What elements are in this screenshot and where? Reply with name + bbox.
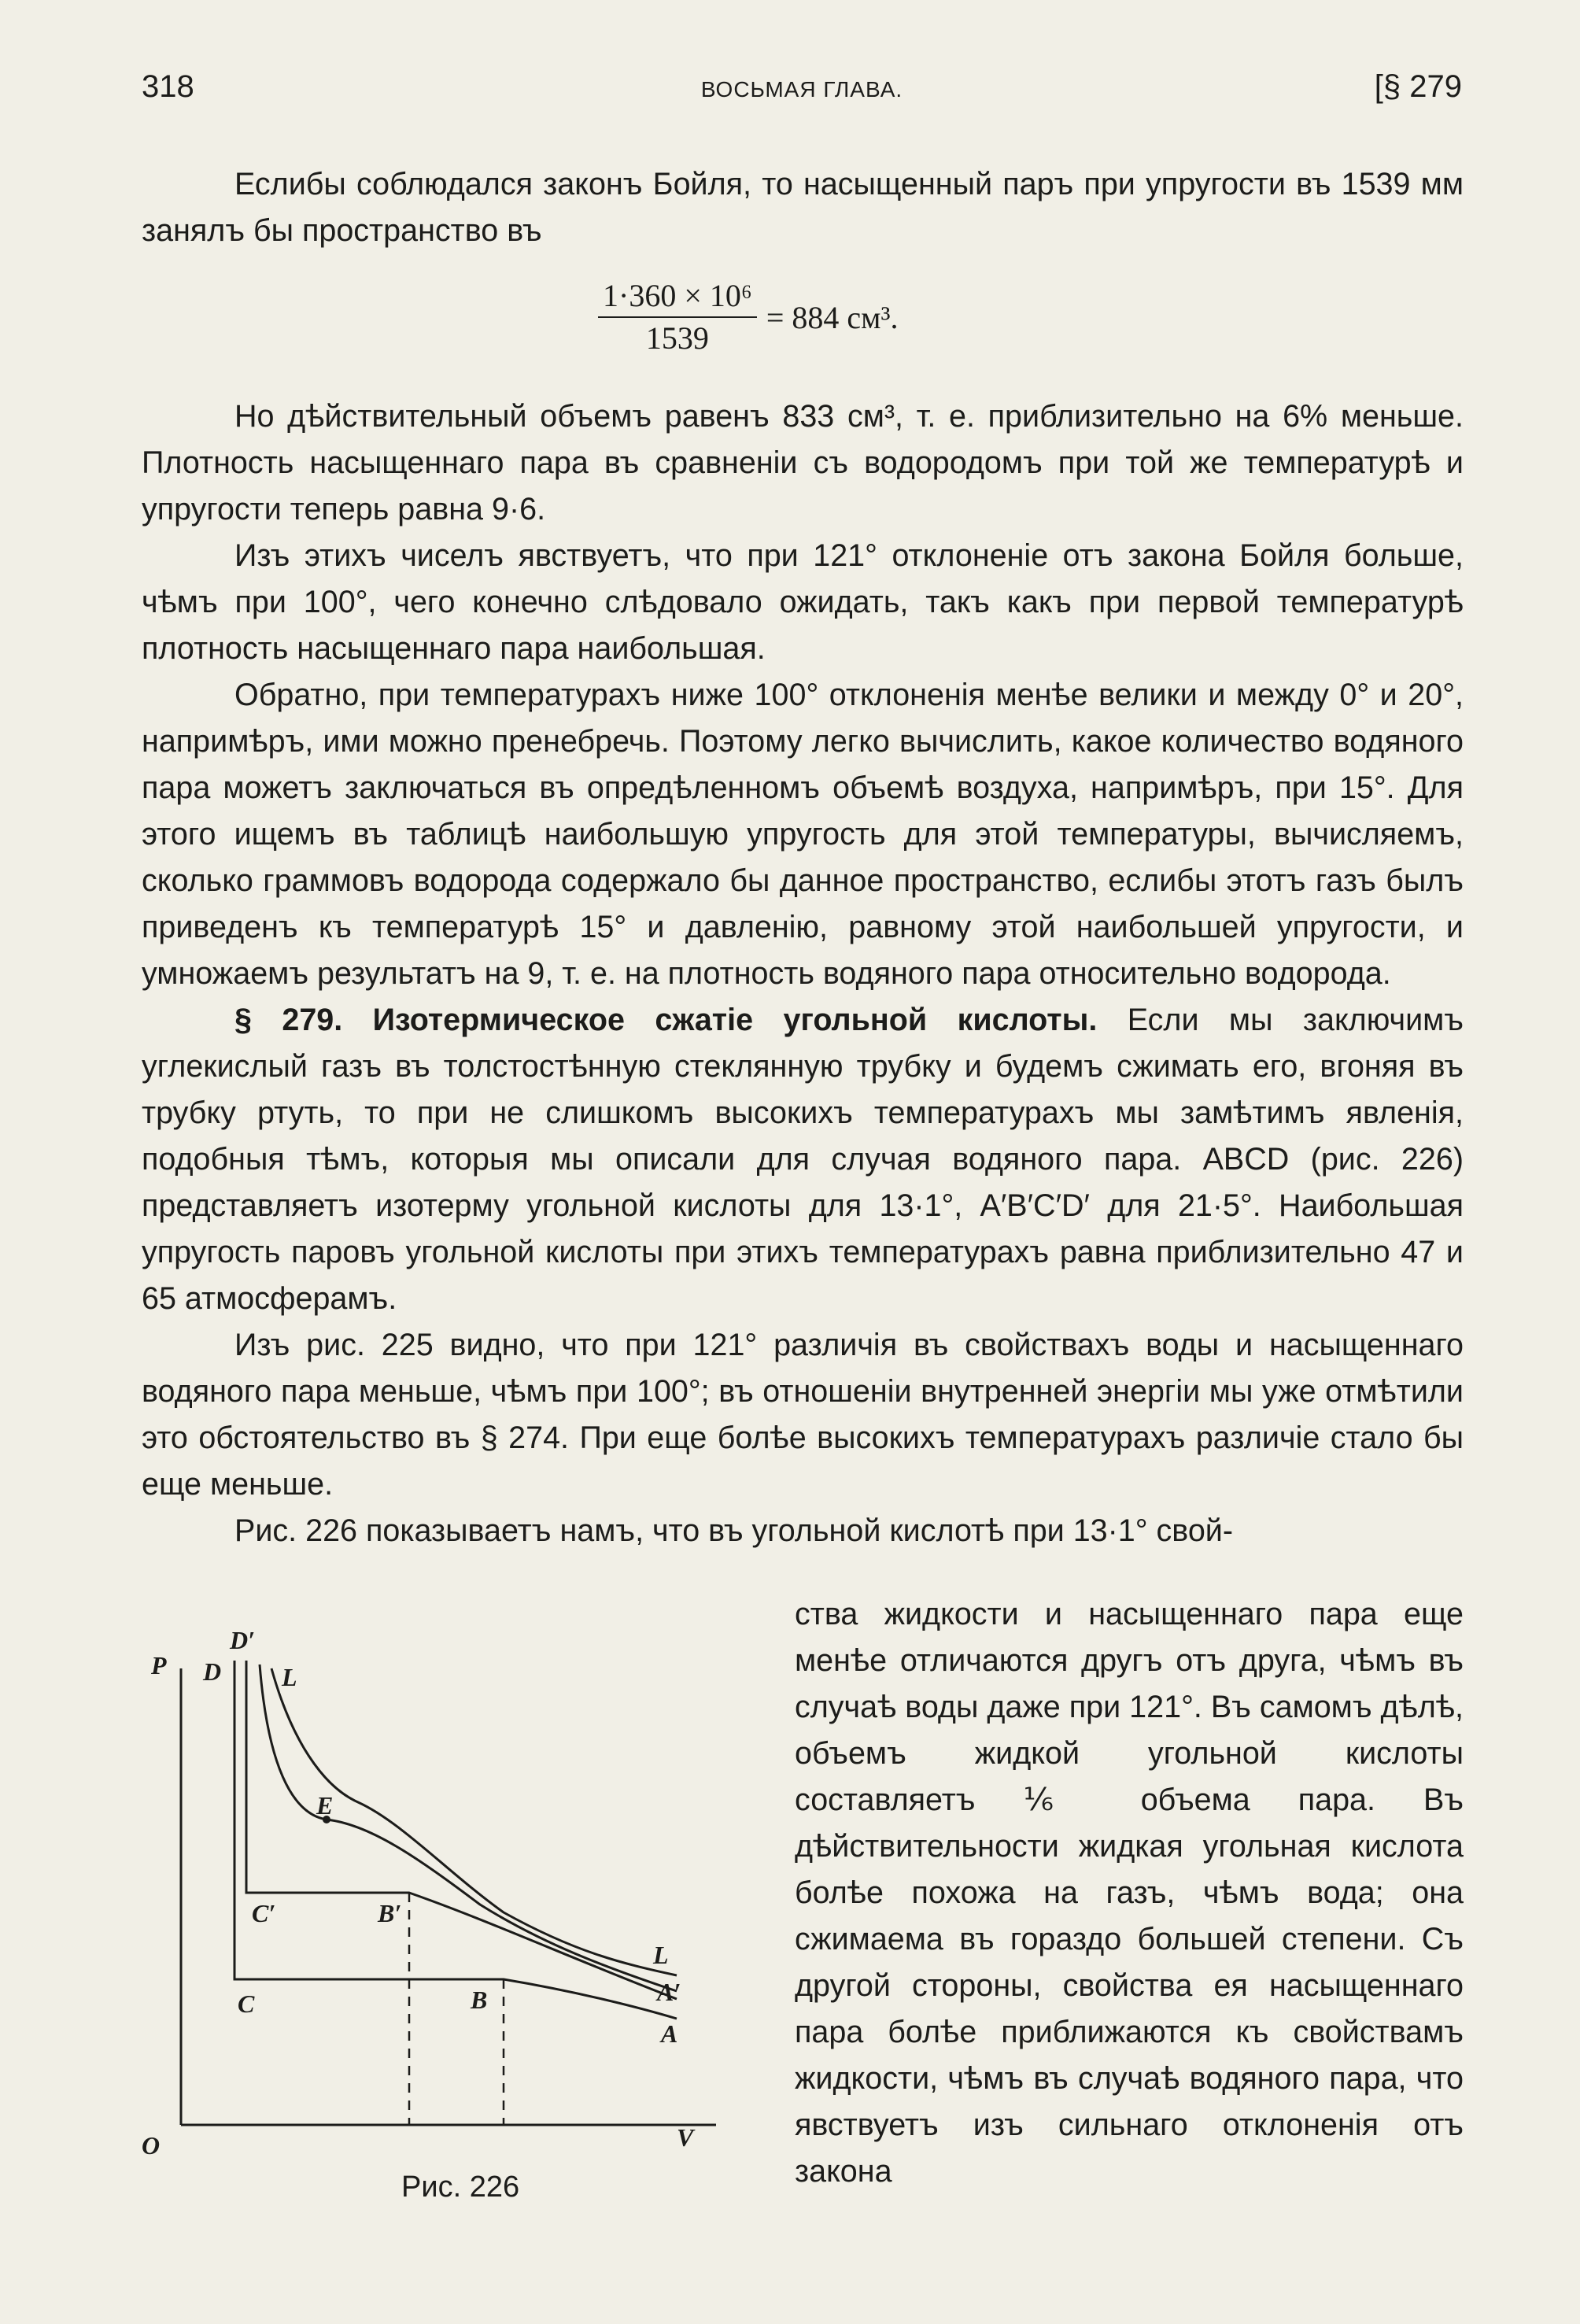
- section-body: Если мы заключимъ углекислый газъ въ толстостѣнную стеклянную трубку и будемъ сжимать его, вгоняя въ трубку ртуть, то при не слишкомъ высокихъ температурахъ мы замѣтимъ явленія, подобныя тѣмъ, которыя мы описали для случая водяного пара. ABCD (рис. 226) представляетъ изотерму угольной кислоты для 13·1°, A′B′C′D′ для 21·5°. Наибольшая упругость паровъ угольной кислоты при этихъ температурахъ равна приблизительно 47 и 65 атмосферамъ.: [142, 1003, 1464, 1316]
- isotherm-abcd: [234, 1661, 677, 2019]
- label-l-right: L: [653, 1941, 669, 1969]
- label-d: D: [203, 1657, 222, 1686]
- formula-denominator: 1539: [645, 320, 709, 356]
- label-o: O: [142, 2131, 161, 2160]
- paragraph-fig-225: Изъ рис. 225 видно, что при 121° различія въ свойствахъ воды и насыщеннаго водяного пара меньше, чѣмъ при 100°; въ отношеніи внутренней энергіи мы уже отмѣтили это обстоятельство въ § 274. При еще болѣе высокихъ температурахъ различіе стало бы еще меньше.: [142, 1328, 1464, 1502]
- formula-result: = 884 см³.: [766, 299, 899, 335]
- paragraph-boyle-law: [142, 161, 1464, 254]
- label-b: B: [471, 1986, 488, 2014]
- label-c-prime: C′: [252, 1899, 276, 1927]
- isotherm-l: [271, 1668, 677, 1975]
- label-c: C: [238, 1990, 255, 2018]
- side-text-column: [795, 1591, 1464, 2195]
- paragraph-fig-226-start: Рис. 226 показываетъ намъ, что въ угольной кислотѣ при 13·1° свой-: [234, 1513, 1234, 1548]
- paragraph-text: Еслибы соблюдался законъ Бойля, то насыщенный паръ при упругости въ 1539 мм занялъ бы пространство въ: [142, 167, 1464, 248]
- label-l-top: L: [282, 1663, 297, 1691]
- critical-isotherm: [260, 1664, 677, 1991]
- formula-fraction: [598, 275, 757, 359]
- chapter-title: ВОСЬМАЯ ГЛАВА.: [700, 77, 903, 102]
- main-text-block: [142, 393, 1464, 1554]
- label-a-prime: A′: [657, 1978, 681, 2006]
- label-e: E: [316, 1791, 334, 1820]
- figure-caption: Рис. 226: [401, 2171, 520, 2204]
- label-b-prime: B′: [378, 1899, 402, 1927]
- label-v: V: [677, 2123, 694, 2152]
- paragraph-deviation-121: Изъ этихъ чиселъ явствуетъ, что при 121° отклоненіе отъ закона Бойля больше, чѣмъ при 100°, чего конечно слѣдовало ожидать, такъ какъ при первой температурѣ плотность насыщеннаго пара наибольшая.: [142, 538, 1464, 666]
- isotherm-a-prime: [246, 1661, 677, 1999]
- figure-226: [134, 1621, 763, 2219]
- page-number: 318: [142, 69, 194, 104]
- section-reference: [§ 279: [1374, 69, 1462, 104]
- label-d-prime: D′: [230, 1626, 256, 1654]
- isotherm-diagram: [134, 1621, 763, 2219]
- paragraph-section-279: [142, 997, 1464, 1322]
- formula: [598, 275, 898, 359]
- paragraph-low-temperatures: Обратно, при температурахъ ниже 100° отклоненія менѣе велики и между 0° и 20°, напримѣръ, ими можно пренебречь. Поэтому легко вычислить, какое количество водяного пара можетъ заключаться въ опредѣленномъ объемѣ воздуха, напримѣръ, при 15°. Для этого ищемъ въ таблицѣ наибольшую упругость для этой температуры, вычисляемъ, сколько граммовъ водорода содержало бы данное пространство, еслибы этотъ газъ былъ приведенъ къ температурѣ 15° и давленію, равному этой наибольшей упругости, и умножаемъ результатъ на 9, т. е. на плотность водяного пара относительно водорода.: [142, 678, 1464, 991]
- section-heading: § 279. Изотермическое сжатіе угольной кислоты.: [234, 1003, 1098, 1037]
- side-paragraph: ства жидкости и насыщеннаго пара еще менѣе отличаются другъ отъ друга, чѣмъ въ случаѣ воды даже при 121°. Въ самомъ дѣлѣ, объемъ жидкой угольной кислоты составляетъ ⅙ объема пара. Въ дѣйствительности жидкая угольная кислота болѣе похожа на газъ, чѣмъ вода; она сжимаема въ гораздо большей степени. Съ другой стороны, свойства ея насыщеннаго пара болѣе приближаются къ свойствамъ жидкости, чѣмъ въ случаѣ водяного пара, что явствуетъ изъ сильнаго отклоненія отъ закона: [795, 1597, 1464, 2189]
- label-p: P: [151, 1651, 167, 1679]
- formula-numerator: 1·360 × 10⁶: [598, 275, 757, 318]
- page-header: [142, 69, 1462, 116]
- paragraph-actual-volume: Но дѣйствительный объемъ равенъ 833 см³, т. е. приблизительно на 6% меньше. Плотность насыщеннаго пара въ сравненіи съ водородомъ при той же температурѣ и упругости теперь равна 9·6.: [142, 399, 1464, 527]
- label-a: A: [661, 2019, 678, 2048]
